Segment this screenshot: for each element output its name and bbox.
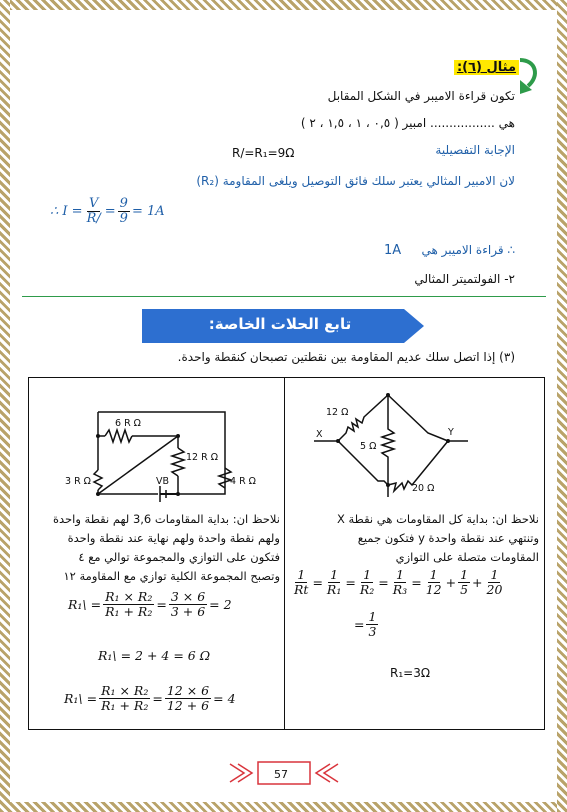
equals-sign: = bbox=[312, 575, 323, 590]
eq1-fraction-numeric bbox=[169, 590, 207, 619]
ohms-law-equation bbox=[50, 197, 165, 226]
plus-sign: + bbox=[445, 575, 457, 590]
numerator: R₁ × R₂ bbox=[105, 589, 153, 604]
left-equation-2: R₁\ = 2 + 4 = 6 Ω bbox=[98, 648, 211, 663]
equals-sign: = bbox=[378, 575, 389, 590]
plus-sign: + bbox=[472, 575, 483, 590]
equals-sign: = bbox=[152, 691, 163, 706]
reading-value: 1A bbox=[384, 243, 402, 258]
fraction-9-over-9 bbox=[118, 197, 130, 226]
eq1-result: = 2 bbox=[209, 597, 232, 612]
eq3-result: = 4 bbox=[213, 691, 236, 706]
page-border-right bbox=[557, 0, 567, 812]
numerator: V bbox=[88, 196, 99, 211]
label-vb: VB bbox=[156, 476, 170, 487]
denominator: R₂ bbox=[359, 582, 375, 597]
eq3-lhs: R₁\ = bbox=[64, 691, 98, 706]
term-5 bbox=[458, 568, 470, 597]
term-r3 bbox=[391, 568, 409, 597]
equivalent-resistance: R/=R₁=9Ω bbox=[232, 146, 295, 160]
label-12-ohm: 12 Ω bbox=[326, 407, 349, 418]
denominator: 9 bbox=[119, 211, 128, 226]
left-equation-1 bbox=[68, 590, 232, 619]
page-border-top bbox=[0, 0, 567, 10]
banner-title: تابع الحلات الخاصة: bbox=[208, 315, 352, 333]
current-result: = 1A bbox=[131, 204, 165, 219]
parallel-resistance-equation bbox=[290, 568, 506, 597]
example-label: مثال (٦): bbox=[454, 60, 519, 75]
label-5-ohm: 5 Ω bbox=[360, 441, 377, 452]
fraction-v-over-r bbox=[85, 197, 103, 226]
numerator: 1 bbox=[490, 567, 499, 582]
label-r4: 4 R Ω bbox=[230, 476, 256, 487]
result-fraction bbox=[366, 610, 378, 639]
equals-sign: = bbox=[345, 575, 356, 590]
eq1-fraction-symbolic bbox=[103, 590, 154, 619]
term-r1 bbox=[325, 568, 343, 597]
question-line1: تكون قراءة الاميبر في الشكل المقابل bbox=[327, 89, 515, 103]
label-r3: 3 R Ω bbox=[65, 476, 91, 487]
curved-arrow-icon bbox=[516, 54, 542, 96]
numerator: 1 bbox=[363, 567, 372, 582]
next-item-voltmeter: ٢- الفولتميتر المثالي bbox=[414, 272, 515, 286]
term-20 bbox=[485, 568, 505, 597]
numerator: 1 bbox=[330, 567, 339, 582]
left-note-line-1: نلاحظ ان: بداية المقاومات 3,6 لهم نقطة واحدة bbox=[52, 512, 280, 526]
section3-intro: (٣) إذا اتصل سلك عديم المقاومة بين نقطتين تصبحان كنقطة واحدة. bbox=[177, 350, 515, 364]
denominator: 3 bbox=[368, 624, 377, 639]
denominator: R₃ bbox=[392, 582, 408, 597]
numerator: 1 bbox=[297, 567, 306, 582]
denominator: R₁ bbox=[326, 582, 342, 597]
right-note-line-2: وتنتهي عند نقطة واحدة y فتكون جميع bbox=[357, 531, 539, 545]
page-number: 57 bbox=[274, 768, 288, 781]
numerator: 9 bbox=[119, 196, 128, 211]
parallel-result bbox=[354, 610, 380, 639]
eq1-lhs: R₁\ = bbox=[68, 597, 102, 612]
equals-sign: = bbox=[354, 617, 365, 632]
denominator: R₁ + R₂ bbox=[101, 698, 149, 713]
reading-text: ∴ قراءة الاميبر هي bbox=[421, 243, 515, 257]
denominator: 20 bbox=[486, 582, 503, 597]
term-r2 bbox=[358, 568, 376, 597]
right-note-line-1: نلاحظ ان: بداية كل المقاومات هي نقطة X bbox=[336, 512, 539, 526]
numerator: 3 × 6 bbox=[170, 589, 206, 604]
question-line2: هي ................. امبير ( ٠,٥ ، ١ ، ١,٥ ، ٢ ) bbox=[300, 116, 515, 130]
term-12 bbox=[424, 568, 444, 597]
right-circuit-diagram bbox=[308, 385, 478, 505]
equals-sign: = bbox=[156, 597, 167, 612]
equals-sign: = bbox=[411, 575, 422, 590]
label-y: Y bbox=[448, 427, 454, 438]
numerator: 1 bbox=[368, 609, 377, 624]
left-note-line-2: ولهم نقطة واحدة ولهم نهاية عند نقطة واحدة bbox=[67, 531, 280, 545]
therefore-label: ∴ I = bbox=[50, 204, 83, 219]
left-note-line-3: فتكون على التوازي والمجموعة توالي مع ٤ bbox=[78, 550, 280, 564]
denominator: 3 + 6 bbox=[170, 604, 206, 619]
table-divider bbox=[284, 377, 285, 730]
lhs-fraction bbox=[292, 568, 310, 597]
label-20-ohm: 20 Ω bbox=[412, 483, 435, 494]
left-circuit-diagram bbox=[60, 408, 270, 503]
denominator: 5 bbox=[460, 582, 469, 597]
label-r6: 6 R Ω bbox=[115, 418, 141, 429]
page-border-bottom bbox=[0, 802, 567, 812]
numerator: 1 bbox=[460, 567, 469, 582]
eq3-fraction-symbolic bbox=[99, 684, 150, 713]
denominator: 12 + 6 bbox=[166, 698, 210, 713]
label-r12: 12 R Ω bbox=[186, 452, 218, 463]
label-x: X bbox=[316, 429, 323, 440]
left-note-line-4: وتصبح المجموعة الكلية توازي مع المقاومة ١٢ bbox=[63, 569, 280, 583]
detailed-answer-label: الإجابة التفصيلية bbox=[435, 143, 515, 157]
denominator: Rt bbox=[294, 582, 309, 597]
left-equation-3 bbox=[64, 684, 236, 713]
right-note-line-3: المقاومات متصلة على التوازي bbox=[395, 550, 539, 564]
reason-text: لان الامبير المثالي يعتبر سلك فائق التوصيل ويلغى المقاومة (R₂) bbox=[196, 174, 515, 188]
section-divider bbox=[22, 296, 546, 297]
numerator: 1 bbox=[396, 567, 404, 582]
denominator: 12 bbox=[425, 582, 442, 597]
equals-sign: = bbox=[104, 204, 116, 219]
numerator: 1 bbox=[429, 567, 438, 582]
denominator: R₁ + R₂ bbox=[105, 604, 153, 619]
eq3-fraction-numeric bbox=[165, 684, 211, 713]
page-border-left bbox=[0, 0, 10, 812]
numerator: R₁ × R₂ bbox=[101, 683, 149, 698]
numerator: 12 × 6 bbox=[166, 683, 210, 698]
right-result: R₁=3Ω bbox=[390, 666, 431, 680]
denominator: R/ bbox=[86, 211, 101, 226]
